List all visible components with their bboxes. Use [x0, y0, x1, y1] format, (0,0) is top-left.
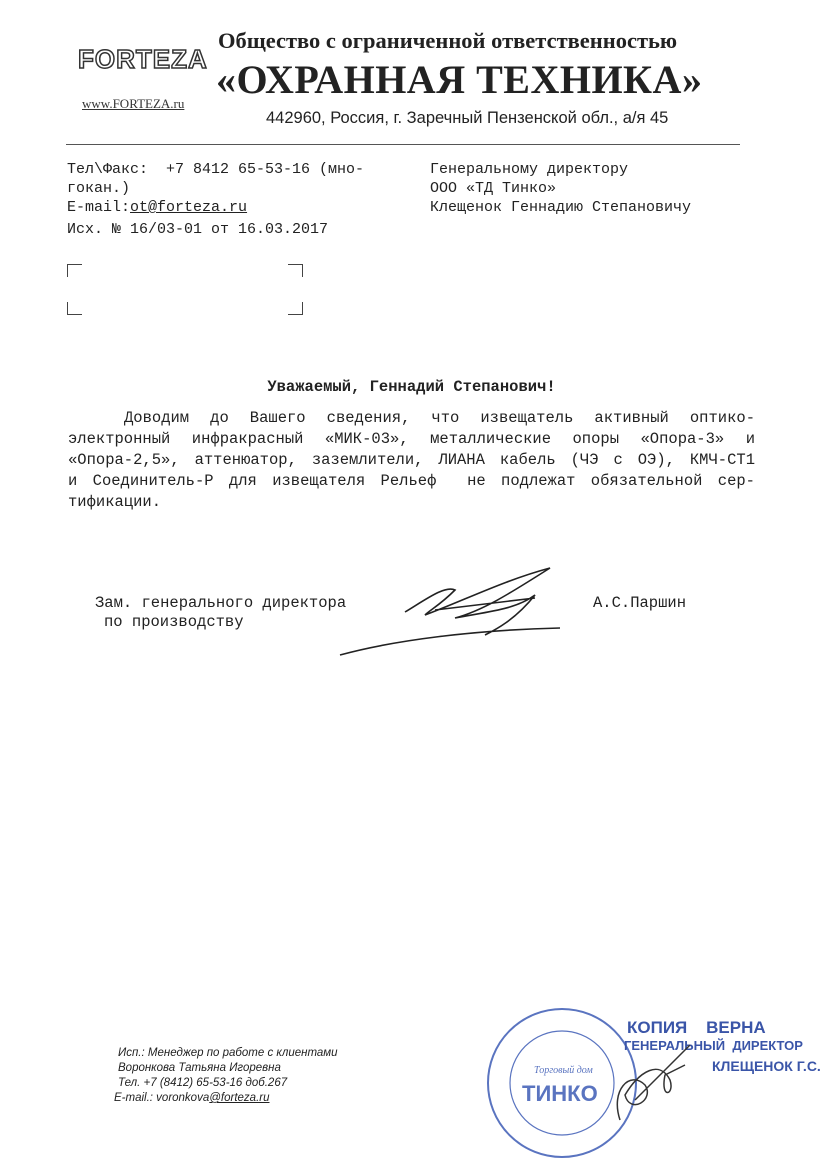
sender-phone: Тел\Факс: +7 8412 65-53-16 (мно-: [67, 161, 365, 178]
executor-line: Тел. +7 (8412) 65-53-16 доб.267: [118, 1077, 288, 1089]
recipient-block: [430, 160, 691, 217]
letter-body: [68, 408, 755, 513]
position-line: Зам. генерального директора: [95, 594, 347, 612]
address-corner-mark: [288, 302, 303, 315]
website-link[interactable]: www.FORTEZA.ru: [82, 96, 185, 111]
logo-mark: FORTEZA: [78, 44, 208, 74]
position-line: по производству: [104, 613, 244, 631]
forteza-logo: [78, 44, 208, 111]
address-corner-mark: [67, 264, 82, 277]
org-address: 442960, Россия, г. Заречный Пензенской обл., а/я 45: [266, 109, 669, 127]
signer-name: А.С.Паршин: [593, 594, 687, 612]
recipient-line: Генеральному директору: [430, 161, 629, 178]
executor-email-label: E-mail.: voronkova: [114, 1092, 210, 1104]
copy-certified: КОПИЯ ВЕРНА: [627, 1018, 766, 1037]
handwritten-signature: [335, 560, 565, 660]
svg-text:Торговый дом: Торговый дом: [534, 1065, 593, 1076]
stamp-signature: [590, 1040, 700, 1130]
recipient-line: ООО «ТД Тинко»: [430, 180, 557, 197]
executor-block: [114, 1046, 338, 1106]
address-corner-mark: [288, 264, 303, 277]
svg-text:ТИНКО: ТИНКО: [522, 1081, 598, 1106]
body-line: Доводим до Вашего сведения, что извещатель активный оптико-: [124, 409, 755, 427]
recipient-line: Клещенок Геннадию Степановичу: [430, 199, 692, 216]
body-line: электронный инфракрасный «МИК-03», металлические опоры «Опора-3» и: [68, 430, 755, 448]
header-divider: [66, 144, 740, 145]
body-line: тификации.: [68, 493, 162, 511]
sender-block: [67, 160, 364, 239]
executor-line: Исп.: Менеджер по работе с клиентами: [118, 1047, 338, 1059]
email-label: E-mail:: [67, 199, 131, 216]
org-name: «ОХРАННАЯ ТЕХНИКА»: [216, 57, 703, 102]
signer-position: [95, 594, 346, 632]
stamp-name: КЛЕЩЕНОК Г.С.: [712, 1058, 821, 1074]
outgoing-number: Исх. № 16/03-01 от 16.03.2017: [67, 221, 329, 238]
greeting: Уважаемый, Геннадий Степанович!: [267, 378, 556, 396]
executor-line: Воронкова Татьяна Игоревна: [118, 1062, 281, 1074]
stamp-position: ГЕНЕРАЛЬНЫЙ ДИРЕКТОР: [624, 1038, 803, 1053]
executor-email-link[interactable]: @forteza.ru: [209, 1092, 270, 1104]
sender-phone-cont: гокан.): [67, 180, 131, 197]
body-line: «Опора-2,5», аттенюатор, заземлители, ЛИАНА кабель (ЧЭ с ОЭ), КМЧ-СТ1: [68, 451, 755, 469]
org-type: Общество с ограниченной ответственностью: [218, 28, 678, 53]
address-corner-mark: [67, 302, 82, 315]
body-line: и Соединитель-Р для извещателя Рельеф не подлежат обязательной сер-: [68, 472, 755, 490]
sender-email-link[interactable]: ot@forteza.ru: [130, 199, 248, 216]
